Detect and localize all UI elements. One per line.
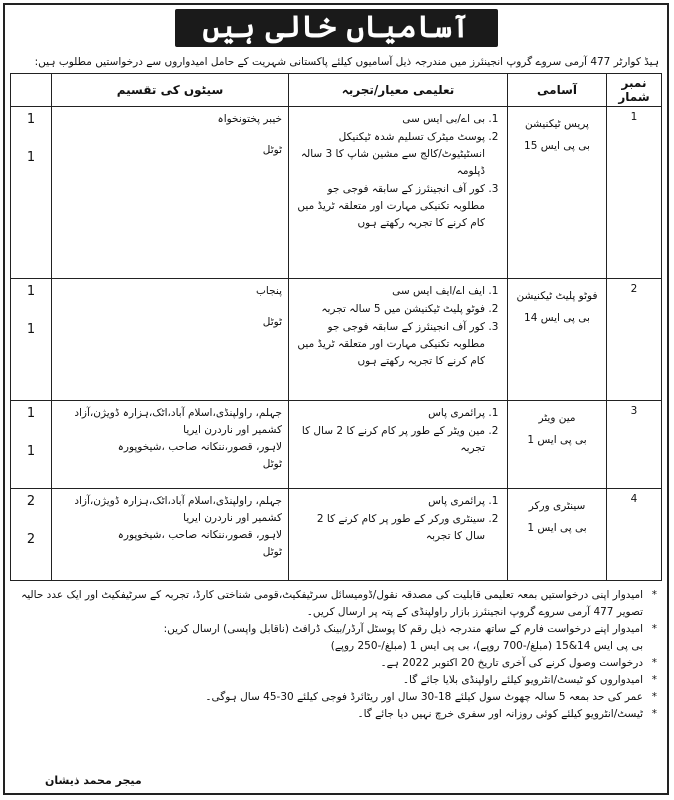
note-item: * درخواست وصول کرنے کی آخری تاریخ 20 اکتوبر 2022 ہے۔ [15,655,657,672]
header-no: نمبر شمار [607,74,662,107]
table-row [11,279,662,401]
education-cell [289,279,508,401]
header-count [11,74,52,107]
region: خیبر پختونخواہ [217,113,282,125]
edu-item: 1. بی اے/بی ایس سی [295,111,485,128]
fee-line: بی پی ایس 14&15 (مبلغ/-700 روپے)، بی پی ایس 1 (مبلغ/-250 روپے) [330,640,643,652]
table-row [11,489,662,581]
note-item: * ٹیسٹ/انٹرویو کیلئے کوئی روزانہ اور سفری خرچ نہیں دیا جائے گا۔ [15,706,657,723]
region: لاہور، قصور،ننکانہ صاحب ،شیخوپورہ [117,441,282,453]
education-cell [289,401,508,489]
row-number: 3 [607,401,662,489]
edu-item: 1. ایف اے/ایف ایس سی [295,283,485,300]
note-item: * امیدوار اپنی درخواستیں بمعہ تعلیمی قابلیت کی مصدقہ نقول/ڈومیسائل سرٹیفکیٹ،قومی شناختی کارڈ، تجربہ کے سرٹیفکیٹ اور ایک عدد حالیہ تصویر 477 آرمی سروے گروپ انجینئرز بازار راولپنڈی کے پتہ پر ارسال کریں۔ [15,587,657,621]
seat-count: 1 [26,112,36,127]
header-distribution: سیٹوں کی تقسیم [52,74,289,107]
region: جہلم، راولپنڈی،اسلام آباد،اٹک،ہزارہ ڈویژن،آزاد کشمیر اور ناردرن ایریا [74,407,282,436]
distribution-cell [52,489,289,581]
intro-text: ہیڈ کوارٹر 477 آرمی سروے گروپ انجینئرز میں مندرجہ ذیل آسامیوں کیلئے پاکستانی شہریت کے حامل امیدواروں سے درخواستیں مطلوب ہیں: [34,56,659,68]
job-advertisement [3,3,669,795]
row-number: 1 [607,107,662,279]
post-cell [508,107,607,279]
row-number: 2 [607,279,662,401]
page-title: آسامیاں خالی ہیں [175,9,498,47]
vacancy-table [10,73,662,581]
header-education: تعلیمی معیار/تجربہ [289,74,508,107]
seat-count: 1 [26,406,36,421]
total-count: 1 [26,150,36,165]
region: جہلم، راولپنڈی،اسلام آباد،اٹک،ہزارہ ڈویژن،آزاد کشمیر اور ناردرن ایریا [74,495,282,524]
count-cell [11,107,52,279]
table-header-row [11,74,662,107]
total-label: ٹوٹل [262,144,282,156]
distribution-cell [52,107,289,279]
region: لاہور، قصور،ننکانہ صاحب ،شیخوپورہ [117,529,282,541]
seat-count: 1 [26,284,36,299]
row-number: 4 [607,489,662,581]
region: پنجاب [256,285,282,297]
post-scale: بی پی ایس 1 [527,522,587,534]
post-name: فوٹو پلیٹ ٹیکنیشن [516,290,598,302]
post-scale: بی پی ایس 1 [527,434,587,446]
post-cell [508,279,607,401]
edu-item: 3. کور آف انجینئرز کے سابقہ فوجی جو مطلوبہ تکنیکی مہارت اور متعلقہ ٹریڈ میں کام کرنے کا تجربہ رکھتے ہوں [295,181,485,232]
distribution-cell [52,401,289,489]
table-row [11,401,662,489]
post-cell [508,489,607,581]
total-count: 1 [26,444,36,459]
count-cell [11,401,52,489]
edu-item: 2. فوٹو پلیٹ ٹیکنیشن میں 5 سالہ تجربہ [295,301,485,318]
signature: میجر محمد ذیشان [45,774,142,787]
post-name: مین ویٹر [538,412,576,424]
total-label: ٹوٹل [262,316,282,328]
edu-item: 2. مین ویٹر کے طور پر کام کرنے کا 2 سال کا تجربہ [295,423,485,457]
total-count: 1 [26,322,36,337]
post-name: پریس ٹیکنیشن [525,118,589,130]
header [5,5,667,51]
note-item: * امیدوار اپنے درخواست فارم کے ساتھ مندرجہ ذیل رقم کا پوسٹل آرڈر/بینک ڈرافٹ (ناقابل واپسی) ارسال کریں: [15,621,657,638]
education-cell [289,107,508,279]
edu-item: 1. پرائمری پاس [295,493,485,510]
edu-item: 1. پرائمری پاس [295,405,485,422]
table-row [11,107,662,279]
note-item: * امیدواروں کو ٹیسٹ/انٹرویو کیلئے راولپنڈی بلایا جائے گا۔ [15,672,657,689]
total-count: 2 [26,532,36,547]
seat-count: 2 [26,494,36,509]
count-cell [11,489,52,581]
total-label: ٹوٹل [262,458,282,470]
edu-item: 3. کور آف انجینئرز کے سابقہ فوجی جو مطلوبہ تکنیکی مہارت اور متعلقہ ٹریڈ میں کام کرنے کا تجربہ رکھتے ہوں [295,319,485,370]
education-cell [289,489,508,581]
edu-item: 2. سینٹری ورکر کے طور پر کام کرنے کا 2 سال کا تجربہ [295,511,485,545]
post-scale: بی پی ایس 15 [524,140,590,152]
post-name: سینٹری ورکر [528,500,586,512]
count-cell [11,279,52,401]
post-scale: بی پی ایس 14 [524,312,590,324]
edu-item: 2. پوسٹ میٹرک تسلیم شدہ ٹیکنیکل انسٹیٹیوٹ/کالج سے مشین شاپ کا 3 سالہ ڈپلومہ [295,129,485,180]
distribution-cell [52,279,289,401]
note-item: * عمر کی حد بمعہ 5 سالہ چھوٹ سول کیلئے 18-30 سال اور ریٹائرڈ فوجی کیلئے 30-45 سال ہوگی۔ [15,689,657,706]
total-label: ٹوٹل [262,546,282,558]
post-cell [508,401,607,489]
header-post: آسامی [508,74,607,107]
notes-section [15,587,657,723]
